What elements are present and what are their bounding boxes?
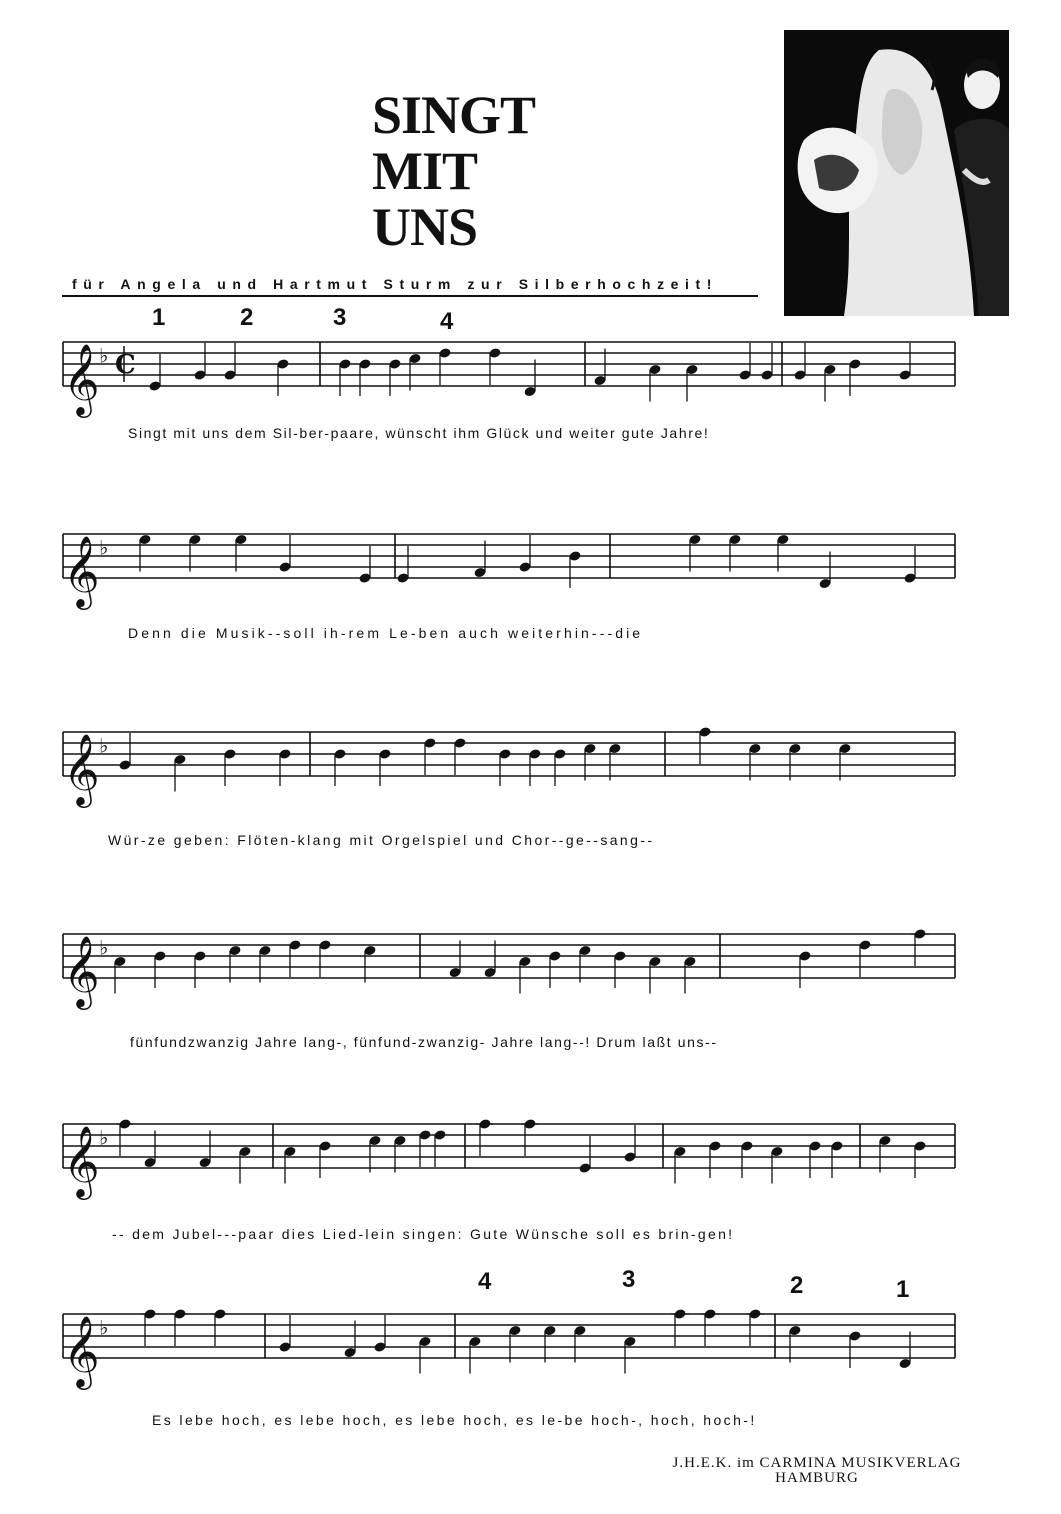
music-staff-system-6 [55, 1300, 960, 1405]
treble-clef-icon: 𝄞 [63, 1314, 100, 1387]
lyrics-line-6: Es lebe hoch, es lebe hoch, es lebe hoch, es le-be hoch-, hoch, hoch-! [152, 1412, 757, 1428]
title-line-2: MIT [372, 141, 477, 201]
beat-number: 2 [240, 304, 254, 331]
common-time-icon: C [115, 350, 136, 380]
beat-number: 3 [333, 304, 347, 331]
music-staff-system-2 [55, 522, 960, 622]
treble-clef-icon: 𝄞 [63, 1124, 100, 1197]
lyrics-line-1: Singt mit uns dem Sil-ber-paare, wünscht ihm Glück und weiter gute Jahre! [128, 425, 710, 441]
flat-key-signature-icon: ♭ [99, 1315, 109, 1340]
wedding-couple-icon [784, 30, 1009, 316]
beat-number: 4 [440, 308, 454, 335]
lyrics-line-2: Denn die Musik--soll ih-rem Le-ben auch weiterhin---die [128, 625, 644, 641]
flat-key-signature-icon: ♭ [99, 935, 109, 960]
music-staff-system-3 [55, 720, 960, 820]
music-staff-system-1 [55, 330, 960, 420]
beat-number: 3 [622, 1266, 636, 1293]
treble-clef-icon: 𝄞 [63, 732, 100, 805]
lyrics-line-5: -- dem Jubel---paar dies Lied-lein singen: Gute Wünsche soll es brin-gen! [112, 1226, 735, 1242]
beat-number: 1 [896, 1276, 910, 1303]
flat-key-signature-icon: ♭ [99, 535, 109, 560]
beat-number: 2 [790, 1272, 804, 1299]
dedication-underline [62, 295, 758, 297]
lyrics-line-3: Wür-ze geben: Flöten-klang mit Orgelspiel und Chor--ge--sang-- [108, 832, 655, 848]
publisher-credit [652, 1456, 982, 1486]
treble-clef-icon: 𝄞 [63, 534, 100, 607]
wedding-photo [784, 30, 1009, 316]
lyrics-line-4: fünfundzwanzig Jahre lang-, fünfund-zwanzig- Jahre lang--! Drum laßt uns-- [130, 1034, 718, 1050]
music-staff-system-5 [55, 1110, 960, 1220]
treble-clef-icon: 𝄞 [63, 342, 100, 415]
music-staff-system-4 [55, 920, 960, 1030]
dedication-text: für Angela und Hartmut Sturm zur Silberhochzeit! [72, 276, 719, 292]
flat-key-signature-icon: ♭ [99, 733, 109, 758]
publisher-line-2: HAMBURG [775, 1470, 859, 1486]
beat-number: 1 [152, 304, 166, 331]
title-line-3: UNS [372, 197, 478, 257]
song-title [372, 85, 536, 257]
title-line-1: SINGT [372, 85, 536, 145]
publisher-line-1: J.H.E.K. im CARMINA MUSIKVERLAG [672, 1455, 962, 1471]
flat-key-signature-icon: ♭ [99, 343, 109, 368]
treble-clef-icon: 𝄞 [63, 934, 100, 1007]
flat-key-signature-icon: ♭ [99, 1125, 109, 1150]
beat-number: 4 [478, 1268, 492, 1295]
